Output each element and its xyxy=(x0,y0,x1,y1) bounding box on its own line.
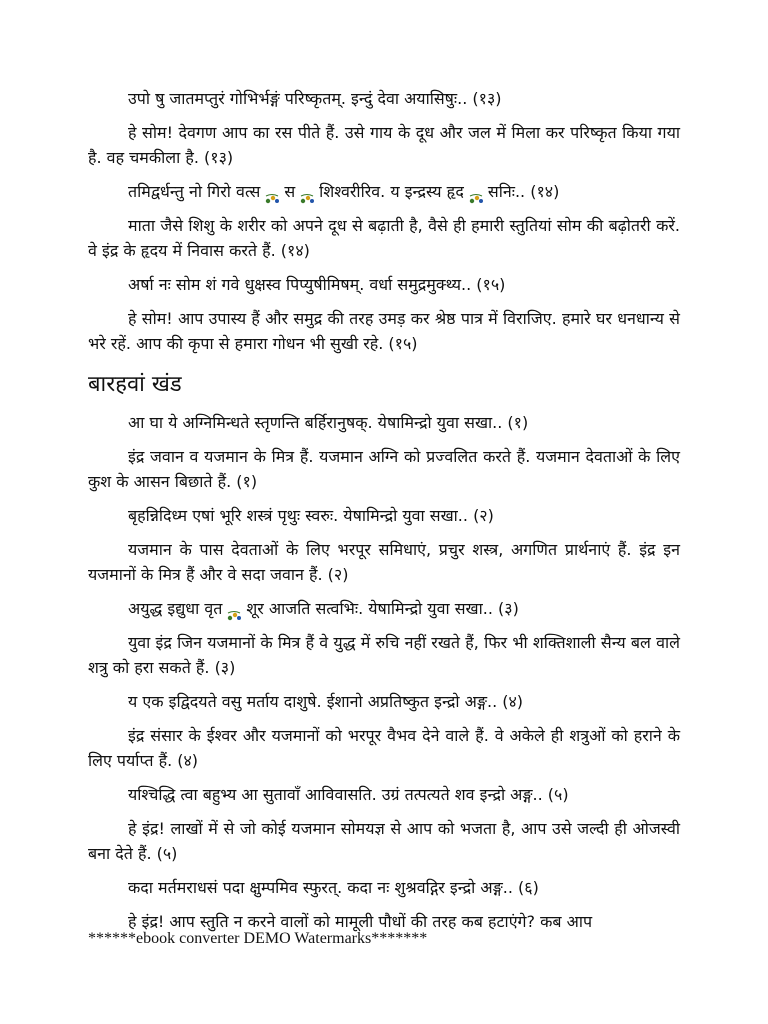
ebook-glyph-icon xyxy=(264,187,280,199)
verse-15: अर्षा नः सोम शं गवे धुक्षस्व पिप्युषीमिषम्. वर्धा समुद्रमुक्थ्य.. (१५) xyxy=(128,275,506,294)
watermark-footer: ******ebook converter DEMO Watermarks******* xyxy=(88,930,428,947)
verse-14-part-3: शिश्वरीरिव. य इन्द्रस्य हृद xyxy=(319,182,464,201)
verse-14 xyxy=(88,179,680,204)
translation-15: हे सोम! आप उपास्य हैं और समुद्र की तरह उमड़ कर श्रेष्ठ पात्र में विराजिए. हमारे घर धनधान्य से भरे रहें. आप की कृपा से हमारा गोधन भी सुखी रहे. (१५) xyxy=(88,309,680,353)
translation-3: युवा इंद्र जिन यजमानों के मित्र हैं वे युद्ध में रुचि नहीं रखते हैं, फिर भी शक्तिशाली सैन्य बल वाले शत्रु को हरा सकते हैं. (३) xyxy=(88,633,680,677)
verse-13: उपो षु जातमप्तुरं गोभिर्भङ्गं परिष्कृतम्. इन्दुं देवा अयासिषुः.. (१३) xyxy=(128,89,502,108)
translation-4: इंद्र संसार के ईश्वर और यजमानों को भरपूर वैभव देने वाले हैं. वे अकेले ही शत्रुओं को हराने के लिए पर्याप्त हैं. (४) xyxy=(88,726,680,770)
verse-14-part-2: स xyxy=(284,182,296,201)
translation-6-partial: हे इंद्र! आप स्तुति न करने वालों को मामूली पौधों की तरह कब हटाएंगे? कब आप xyxy=(128,912,593,931)
translation-14: माता जैसे शिशु के शरीर को अपने दूध से बढ़ाती है, वैसे ही हमारी स्तुतियां सोम की बढ़ोतरी करें. वे इंद्र के हृदय में निवास करते हैं. (१४) xyxy=(88,216,680,260)
section-heading: बारहवां खंड xyxy=(88,372,182,397)
verse-1: आ घा ये अग्निमिन्धते स्तृणन्ति बर्हिरानुषक्. येषामिन्द्रो युवा सखा.. (१) xyxy=(128,413,529,432)
verse-5: यश्चिद्धि त्वा बहुभ्य आ सुतावाँ आविवासति. उग्रं तत्पत्यते शव इन्द्रो अङ्ग.. (५) xyxy=(128,785,569,804)
translation-1: इंद्र जवान व यजमान के मित्र हैं. यजमान अग्नि को प्रज्वलित करते हैं. यजमान देवताओं के लिए कुश के आसन बिछाते हैं. (१) xyxy=(88,447,680,491)
verse-3 xyxy=(88,596,680,621)
ebook-glyph-icon xyxy=(468,187,484,199)
verse-3-part-1: अयुद्ध इद्युधा वृत xyxy=(128,599,223,618)
translation-2: यजमान के पास देवताओं के लिए भरपूर समिधाएं, प्रचुर शस्त्र, अगणित प्रार्थनाएं हैं. इंद्र इन यजमानों के मित्र हैं और वे सदा जवान हैं. (२) xyxy=(88,540,680,584)
verse-3-part-2: शूर आजति सत्वभिः. येषामिन्द्रो युवा सखा.. (३) xyxy=(246,599,519,618)
translation-5: हे इंद्र! लाखों में से जो कोई यजमान सोमयज्ञ से आप को भजता है, आप उसे जल्दी ही ओजस्वी बना देते हैं. (५) xyxy=(88,819,680,863)
verse-14-part-1: तमिद्वर्धन्तु नो गिरो वत्स xyxy=(128,182,261,201)
document-page xyxy=(88,86,680,943)
ebook-glyph-icon xyxy=(226,604,242,616)
verse-4: य एक इद्विदयते वसु मर्ताय दाशुषे. ईशानो अप्रतिष्कुत इन्द्रो अङ्ग.. (४) xyxy=(128,692,524,711)
verse-2: बृहन्निदिध्म एषां भूरि शस्त्रं पृथुः स्वरुः. येषामिन्द्रो युवा सखा.. (२) xyxy=(128,506,494,525)
translation-13: हे सोम! देवगण आप का रस पीते हैं. उसे गाय के दूध और जल में मिला कर परिष्कृत किया गया है. वह चमकीला है. (१३) xyxy=(88,123,680,167)
ebook-glyph-icon xyxy=(299,187,315,199)
verse-6: कदा मर्तमराधसं पदा क्षुम्पमिव स्फुरत्. कदा नः शुश्रवद्गिर इन्द्रो अङ्ग.. (६) xyxy=(128,878,539,897)
verse-14-part-4: सनिः.. (१४) xyxy=(487,182,560,201)
